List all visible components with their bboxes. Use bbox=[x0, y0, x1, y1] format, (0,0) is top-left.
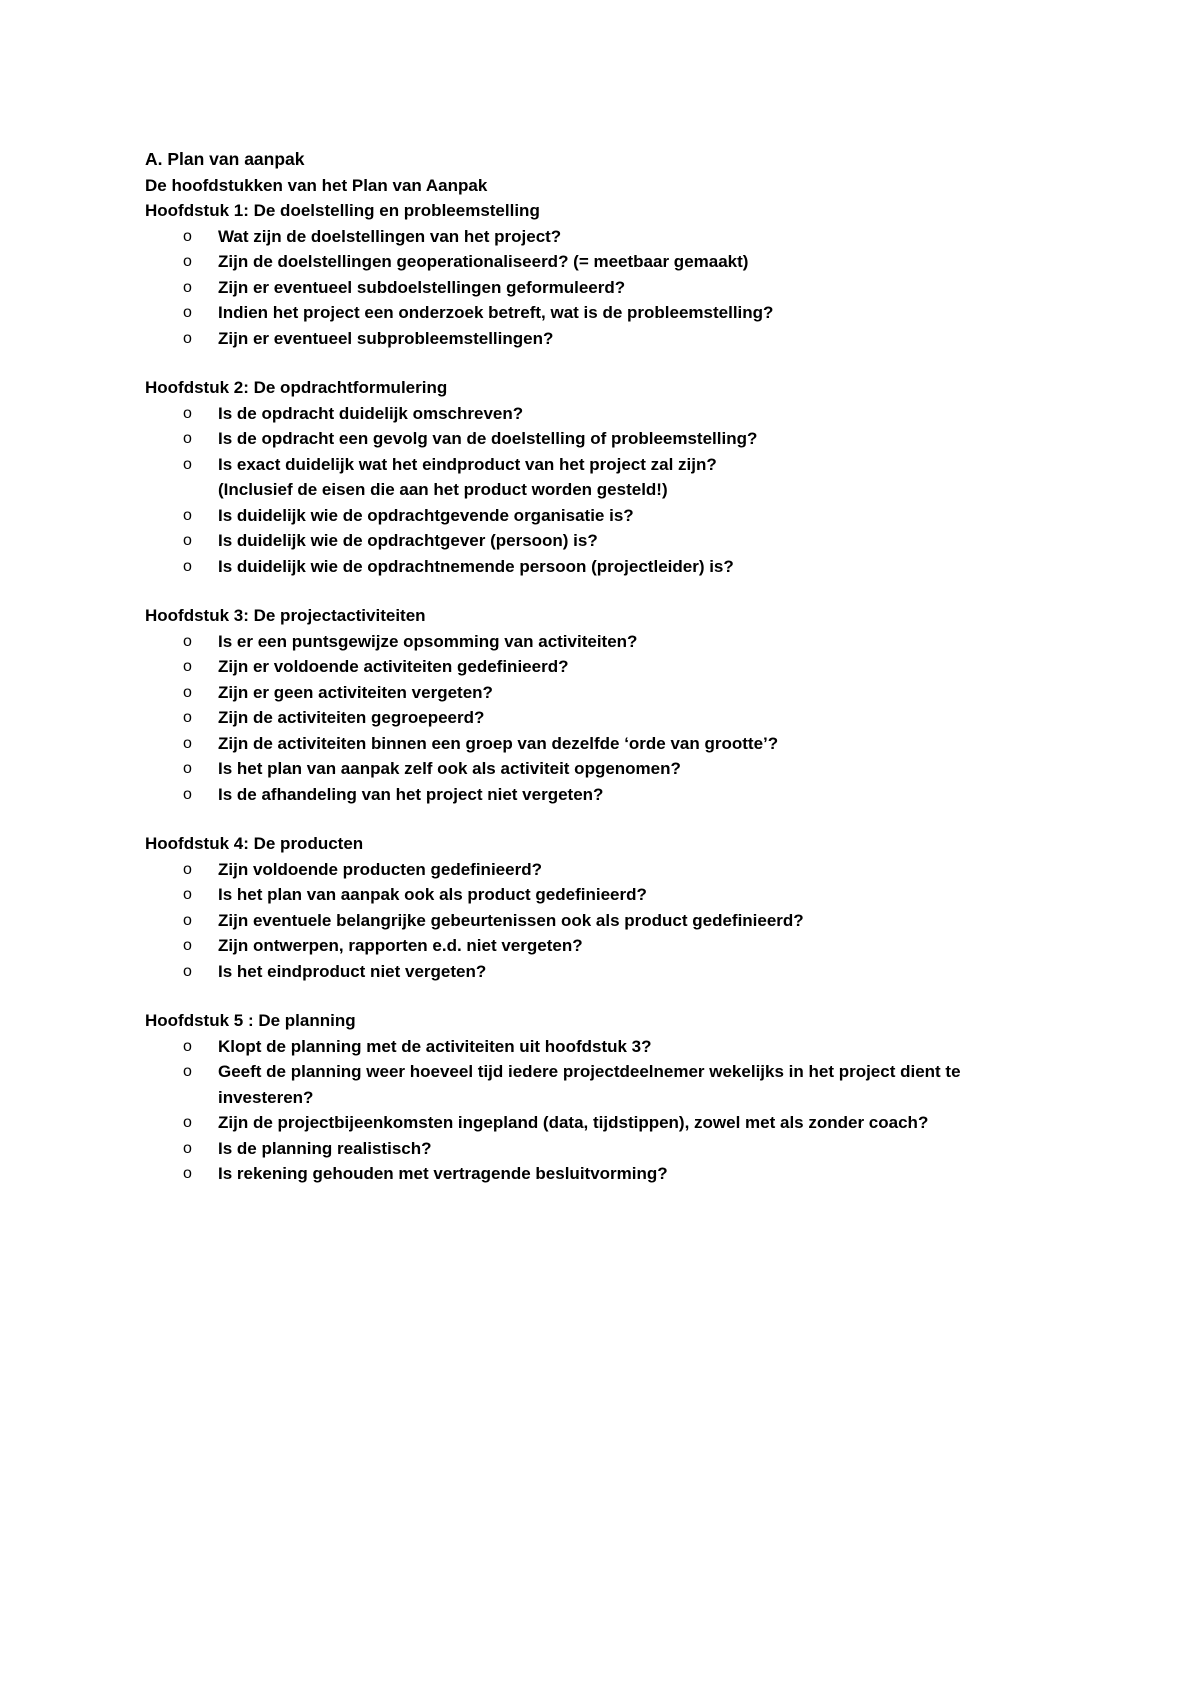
bullet-icon: o bbox=[183, 632, 192, 650]
list-item bbox=[145, 959, 1045, 985]
list-item bbox=[145, 503, 1045, 529]
section-hoofdstuk-3 bbox=[145, 603, 1045, 807]
list-item-text bbox=[218, 705, 1045, 731]
list-item-text bbox=[218, 857, 1045, 883]
list-item-line: Is er een puntsgewijze opsomming van activiteiten? bbox=[218, 631, 638, 651]
list-item-line: Is het plan van aanpak ook als product gedefinieerd? bbox=[218, 885, 647, 904]
list-item bbox=[145, 857, 1045, 883]
list-item-text bbox=[218, 275, 1045, 301]
list-item-line: Is duidelijk wie de opdrachtgever (persoon) is? bbox=[218, 531, 598, 550]
bullet-icon: o bbox=[183, 1139, 192, 1157]
list-item-line: Indien het project een onderzoek betreft, wat is de probleemstelling? bbox=[218, 303, 774, 322]
list-item-text bbox=[218, 933, 1045, 959]
bullet-icon: o bbox=[183, 227, 192, 245]
list-item-line: Zijn eventuele belangrijke gebeurtenissen ook als product gedefinieerd? bbox=[218, 910, 804, 930]
list-item-line: Zijn de activiteiten binnen een groep van dezelfde ‘orde van grootte’? bbox=[218, 733, 779, 753]
question-list bbox=[145, 857, 1045, 985]
list-item-line: Is de planning realistisch? bbox=[218, 1138, 432, 1158]
bullet-icon: o bbox=[183, 278, 192, 296]
list-item-text bbox=[218, 528, 1045, 554]
list-item-text bbox=[218, 326, 1045, 352]
section-heading: Hoofdstuk 1: De doelstelling en probleemstelling bbox=[145, 201, 540, 220]
list-item bbox=[145, 882, 1045, 908]
list-item bbox=[145, 528, 1045, 554]
list-item-text bbox=[218, 554, 1045, 580]
list-item bbox=[145, 654, 1045, 680]
list-item-text bbox=[218, 908, 1045, 934]
question-list bbox=[145, 401, 1045, 580]
list-item bbox=[145, 326, 1045, 352]
list-item-line: Is de afhandeling van het project niet vergeten? bbox=[218, 784, 604, 804]
question-list bbox=[145, 224, 1045, 352]
list-item-text bbox=[218, 882, 1045, 908]
list-item-text bbox=[218, 680, 1045, 706]
list-item-text bbox=[218, 756, 1045, 782]
list-item-line: Zijn de projectbijeenkomsten ingepland (data, tijdstippen), zowel met als zonder coach? bbox=[218, 1113, 929, 1132]
list-item bbox=[145, 756, 1045, 782]
document-title: A. Plan van aanpak bbox=[145, 149, 305, 169]
list-item-line: Is exact duidelijk wat het eindproduct van het project zal zijn? bbox=[218, 454, 717, 474]
list-item-text bbox=[218, 452, 1045, 503]
list-item bbox=[145, 426, 1045, 452]
question-list bbox=[145, 629, 1045, 808]
bullet-icon: o bbox=[183, 760, 192, 777]
list-item-line: Is duidelijk wie de opdrachtgevende organisatie is? bbox=[218, 505, 634, 525]
bullet-icon: o bbox=[183, 404, 192, 422]
bullet-icon: o bbox=[183, 886, 192, 903]
list-item-text bbox=[218, 249, 1045, 275]
bullet-icon: o bbox=[183, 911, 192, 929]
bullet-icon: o bbox=[183, 785, 192, 803]
list-item bbox=[145, 452, 1045, 503]
section-heading: Hoofdstuk 2: De opdrachtformulering bbox=[145, 378, 448, 397]
question-list bbox=[145, 1034, 1045, 1187]
list-item-line: Is duidelijk wie de opdrachtnemende persoon (projectleider) is? bbox=[218, 556, 734, 576]
list-item bbox=[145, 1136, 1045, 1162]
list-item bbox=[145, 249, 1045, 275]
list-item-text bbox=[218, 1161, 1045, 1187]
section-heading: Hoofdstuk 3: De projectactiviteiten bbox=[145, 606, 426, 625]
list-item bbox=[145, 1034, 1045, 1060]
bullet-icon: o bbox=[183, 532, 192, 549]
bullet-icon: o bbox=[183, 1037, 192, 1055]
bullet-icon: o bbox=[183, 506, 192, 524]
section-heading: Hoofdstuk 4: De producten bbox=[145, 834, 364, 853]
section-hoofdstuk-2 bbox=[145, 375, 1045, 579]
list-item bbox=[145, 1059, 1045, 1110]
bullet-icon: o bbox=[183, 1114, 192, 1131]
bullet-icon: o bbox=[183, 860, 192, 878]
list-item-line: Is het eindproduct niet vergeten? bbox=[218, 961, 487, 981]
list-item bbox=[145, 275, 1045, 301]
list-item-line: (Inclusief de eisen die aan het product worden gesteld!) bbox=[218, 480, 668, 499]
list-item-text bbox=[218, 426, 1045, 452]
list-item-line: Wat zijn de doelstellingen van het project? bbox=[218, 226, 562, 246]
list-item bbox=[145, 731, 1045, 757]
list-item-line: Zijn er eventueel subprobleemstellingen? bbox=[218, 328, 554, 348]
list-item bbox=[145, 933, 1045, 959]
list-item-line: Zijn er geen activiteiten vergeten? bbox=[218, 682, 493, 702]
list-item-line: Is het plan van aanpak zelf ook als activiteit opgenomen? bbox=[218, 759, 681, 778]
list-item bbox=[145, 401, 1045, 427]
bullet-icon: o bbox=[183, 430, 192, 447]
list-item-text bbox=[218, 1034, 1045, 1060]
list-item-text bbox=[218, 654, 1045, 680]
bullet-icon: o bbox=[183, 1165, 192, 1182]
list-item-line: Zijn er voldoende activiteiten gedefinieerd? bbox=[218, 657, 569, 676]
bullet-icon: o bbox=[183, 709, 192, 726]
bullet-icon: o bbox=[183, 937, 192, 954]
list-item-text bbox=[218, 300, 1045, 326]
list-item-line: Geeft de planning weer hoeveel tijd iedere projectdeelnemer wekelijks in het project dient te bbox=[218, 1062, 961, 1081]
list-item bbox=[145, 908, 1045, 934]
list-item-text bbox=[218, 401, 1045, 427]
list-item-line: Zijn er eventueel subdoelstellingen geformuleerd? bbox=[218, 277, 626, 297]
list-item-line: Zijn voldoende producten gedefinieerd? bbox=[218, 859, 542, 879]
bullet-icon: o bbox=[183, 329, 192, 347]
list-item-text bbox=[218, 1136, 1045, 1162]
list-item-text bbox=[218, 503, 1045, 529]
bullet-icon: o bbox=[183, 658, 192, 675]
list-item bbox=[145, 300, 1045, 326]
list-item-line: Zijn de activiteiten gegroepeerd? bbox=[218, 708, 485, 727]
bullet-icon: o bbox=[183, 683, 192, 701]
bullet-icon: o bbox=[183, 734, 192, 752]
list-item bbox=[145, 554, 1045, 580]
section-hoofdstuk-1 bbox=[145, 198, 1045, 351]
list-item-line: Is rekening gehouden met vertragende besluitvorming? bbox=[218, 1164, 668, 1183]
list-item-text bbox=[218, 1110, 1045, 1136]
list-item bbox=[145, 1110, 1045, 1136]
list-item-line: Klopt de planning met de activiteiten uit hoofdstuk 3? bbox=[218, 1036, 652, 1056]
list-item-line: investeren? bbox=[218, 1087, 314, 1107]
list-item bbox=[145, 705, 1045, 731]
list-item-line: Zijn ontwerpen, rapporten e.d. niet vergeten? bbox=[218, 936, 583, 955]
list-item-text bbox=[218, 224, 1045, 250]
list-item-line: Is de opdracht duidelijk omschreven? bbox=[218, 403, 524, 423]
list-item-text bbox=[218, 959, 1045, 985]
list-item bbox=[145, 1161, 1045, 1187]
section-heading: Hoofdstuk 5 : De planning bbox=[145, 1011, 356, 1030]
bullet-icon: o bbox=[183, 962, 192, 980]
list-item-text bbox=[218, 629, 1045, 655]
list-item-text bbox=[218, 782, 1045, 808]
section-hoofdstuk-4 bbox=[145, 831, 1045, 984]
list-item-line: Zijn de doelstellingen geoperationaliseerd? (= meetbaar gemaakt) bbox=[218, 252, 749, 271]
bullet-icon: o bbox=[183, 455, 192, 473]
section-hoofdstuk-5 bbox=[145, 1008, 1045, 1187]
sections-container bbox=[145, 198, 1045, 1187]
list-item bbox=[145, 782, 1045, 808]
list-item bbox=[145, 224, 1045, 250]
list-item bbox=[145, 680, 1045, 706]
list-item bbox=[145, 629, 1045, 655]
document-subtitle: De hoofdstukken van het Plan van Aanpak bbox=[145, 175, 488, 195]
list-item-text bbox=[218, 1059, 1045, 1110]
bullet-icon: o bbox=[183, 557, 192, 575]
bullet-icon: o bbox=[183, 253, 192, 270]
list-item-text bbox=[218, 731, 1045, 757]
bullet-icon: o bbox=[183, 1063, 192, 1080]
document-page bbox=[145, 147, 1045, 1187]
list-item-line: Is de opdracht een gevolg van de doelstelling of probleemstelling? bbox=[218, 429, 758, 448]
bullet-icon: o bbox=[183, 304, 192, 321]
